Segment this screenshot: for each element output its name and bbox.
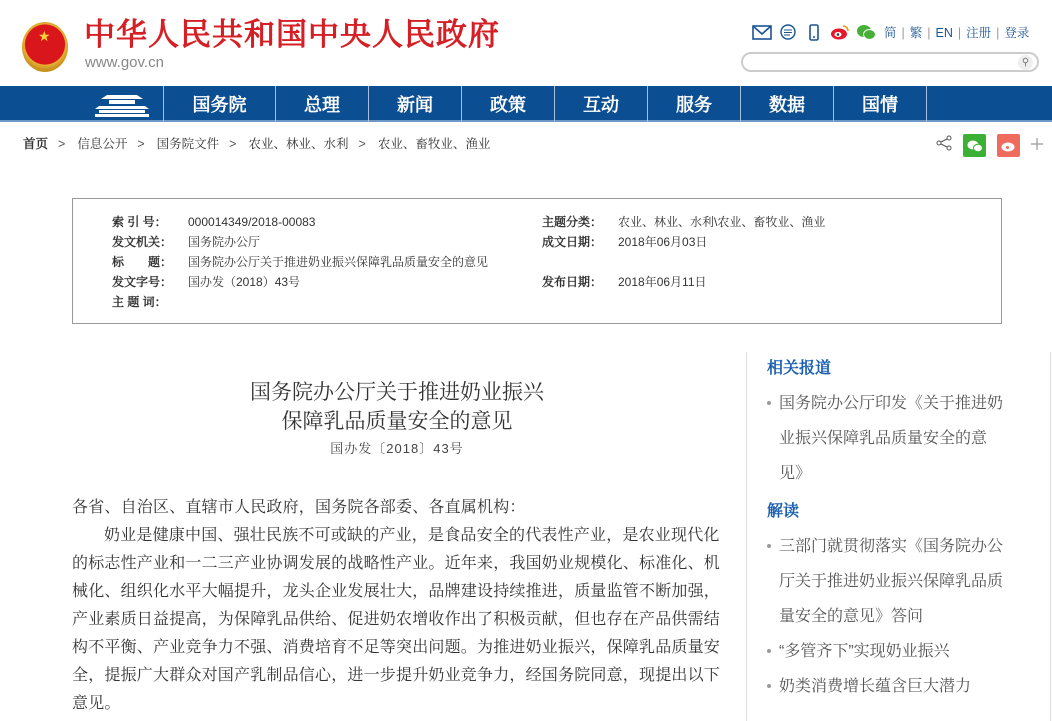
category-value: 农业、林业、水利\农业、畜牧业、渔业 bbox=[618, 215, 826, 229]
published-date-value: 2018年06月11日 bbox=[618, 275, 707, 289]
interpretation-link[interactable]: 奶类消费增长蕴含巨大潜力 bbox=[767, 669, 1007, 704]
share-bar bbox=[936, 134, 1043, 157]
greeting: 各省、自治区、直辖市人民政府，国务院各部委、各直属机构： bbox=[72, 499, 526, 516]
interpretation-link[interactable]: “多管齐下”实现奶业振兴 bbox=[767, 634, 1007, 669]
breadcrumb bbox=[23, 137, 500, 152]
spacer-row bbox=[542, 252, 825, 272]
weibo-icon[interactable] bbox=[830, 24, 850, 40]
search-input[interactable] bbox=[741, 52, 1039, 72]
plus-icon[interactable] bbox=[1031, 137, 1043, 155]
chevron-right-icon: > bbox=[58, 137, 66, 151]
issuer-value: 国务院办公厅 bbox=[188, 235, 261, 249]
mail-icon[interactable] bbox=[752, 24, 772, 40]
breadcrumb-item[interactable]: 农业、畜牧业、渔业 bbox=[377, 137, 491, 151]
top-icons bbox=[752, 24, 876, 40]
issuer-label: 发文机关： bbox=[112, 235, 173, 249]
chevron-right-icon: > bbox=[229, 137, 237, 151]
article-title bbox=[72, 378, 722, 436]
login-link[interactable]: 登录 bbox=[1004, 26, 1030, 40]
category-label: 主题分类： bbox=[542, 215, 603, 229]
related-link[interactable]: 国务院办公厅印发《关于推进奶业振兴保障乳品质量安全的意见》 bbox=[767, 386, 1007, 491]
article-body bbox=[72, 494, 724, 718]
mobile-icon[interactable] bbox=[804, 24, 824, 40]
nav-item-premier[interactable]: 总理 bbox=[275, 86, 368, 122]
share-icon[interactable] bbox=[936, 135, 952, 156]
interpretation-heading: 解读 bbox=[767, 503, 800, 520]
chevron-right-icon: > bbox=[137, 137, 145, 151]
article-title-line2: 保障乳品质量安全的意见 bbox=[281, 409, 513, 433]
title-value: 国务院办公厅关于推进奶业振兴保障乳品质量安全的意见 bbox=[188, 255, 489, 269]
related-reports-heading: 相关报道 bbox=[767, 360, 832, 377]
index-label: 索 引 号： bbox=[112, 215, 167, 229]
nav-item-state-council[interactable]: 国务院 bbox=[163, 86, 275, 122]
keywords-label: 主 题 词： bbox=[112, 295, 167, 309]
sidebar-divider bbox=[746, 352, 747, 721]
index-value: 000014349/2018-00083 bbox=[188, 215, 316, 229]
breadcrumb-item[interactable]: 信息公开 bbox=[77, 137, 128, 151]
document-info-box bbox=[72, 198, 1002, 324]
breadcrumb-home[interactable]: 首页 bbox=[23, 137, 49, 151]
wechat-icon[interactable] bbox=[856, 24, 876, 40]
search-icon[interactable]: ⚲ bbox=[1018, 55, 1033, 70]
nav-item-data[interactable]: 数据 bbox=[740, 86, 833, 122]
home-building-icon[interactable] bbox=[80, 86, 163, 122]
nav-item-policy[interactable]: 政策 bbox=[461, 86, 554, 122]
sidebar bbox=[767, 358, 1007, 704]
english-link[interactable]: EN bbox=[935, 26, 953, 40]
paragraph: 奶业是健康中国、强壮民族不可或缺的产业，是食品安全的代表性产业，是农业现代化的标志性产业和一二三产业协调发展的战略性产业。近年来，我国奶业规模化、标准化、机械化、组织化水平大幅提升，龙头企业发展壮大，品牌建设持续推进，质量监管不断加强，产业素质日益提高，为保障乳品供给、促进奶农增收作出了积极贡献，但也存在产品供需结构不平衡、产业竞争力不强、消费培育不足等突出问题。为推进奶业振兴，保障乳品质量安全，提振广大群众对国产乳制品信心，进一步提升奶业竞争力，经国务院同意，现提出以下意见。 bbox=[72, 527, 721, 712]
wechat-share-icon[interactable] bbox=[963, 134, 986, 157]
breadcrumb-item[interactable]: 农业、林业、水利 bbox=[248, 137, 349, 151]
top-links: 简 | 繁 | EN | 注册 | 登录 bbox=[884, 26, 1030, 40]
site-title[interactable]: 中华人民共和国中央人民政府 bbox=[84, 17, 500, 53]
register-link[interactable]: 注册 bbox=[966, 26, 992, 40]
site-url: www.gov.cn bbox=[85, 54, 164, 71]
nav-item-news[interactable]: 新闻 bbox=[368, 86, 461, 122]
docno-value: 国办发（2018）43号 bbox=[188, 275, 301, 289]
nav-item-services[interactable]: 服务 bbox=[647, 86, 740, 122]
national-emblem-logo[interactable]: ★ bbox=[22, 22, 68, 72]
traditional-link[interactable]: 繁 bbox=[909, 26, 923, 40]
sidebar-border bbox=[1050, 352, 1051, 721]
breadcrumb-item[interactable]: 国务院文件 bbox=[156, 137, 220, 151]
written-date-value: 2018年06月03日 bbox=[618, 235, 708, 249]
nav-divider bbox=[926, 86, 927, 122]
chevron-right-icon: > bbox=[358, 137, 366, 151]
article-title-line1: 国务院办公厅关于推进奶业振兴 bbox=[250, 380, 544, 404]
rss-icon[interactable] bbox=[778, 24, 798, 40]
docno-label: 发文字号： bbox=[112, 275, 173, 289]
interpretation-link[interactable]: 三部门就贯彻落实《国务院办公厅关于推进奶业振兴保障乳品质量安全的意见》答问 bbox=[767, 529, 1007, 634]
simplified-link[interactable]: 简 bbox=[884, 26, 897, 40]
article-doc-number: 国办发〔2018〕43号 bbox=[330, 441, 464, 456]
main-nav bbox=[0, 86, 1052, 122]
nav-item-national-info[interactable]: 国情 bbox=[833, 86, 926, 122]
title-label: 标 题： bbox=[112, 255, 173, 269]
published-date-label: 发布日期： bbox=[542, 275, 603, 289]
written-date-label: 成文日期： bbox=[542, 235, 603, 249]
weibo-share-icon[interactable] bbox=[997, 134, 1020, 157]
nav-item-interaction[interactable]: 互动 bbox=[554, 86, 647, 122]
